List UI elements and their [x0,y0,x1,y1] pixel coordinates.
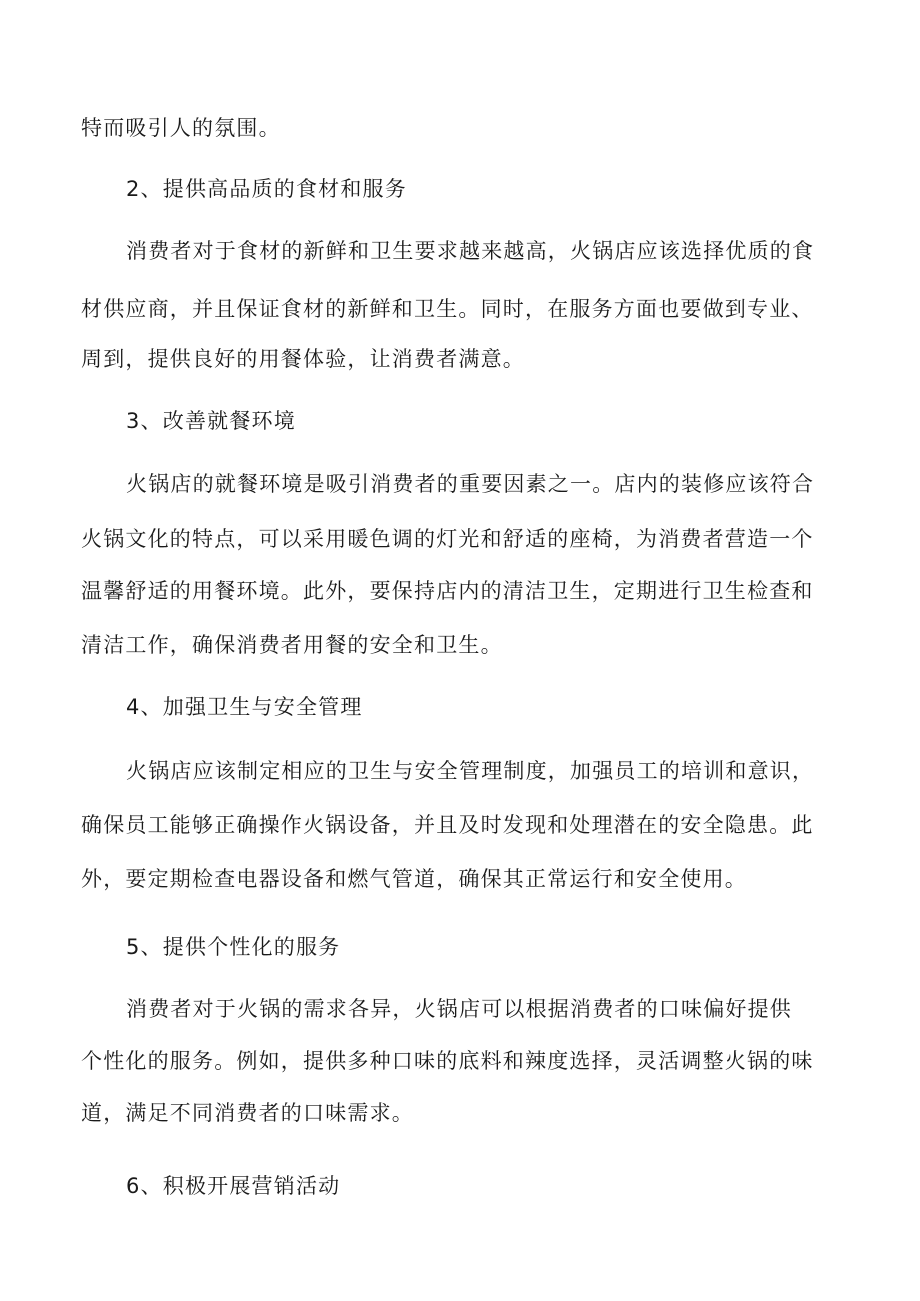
paragraph-line: 确保员工能够正确操作火锅设备，并且及时发现和处理潜在的安全隐患。此 [81,813,814,837]
section-heading-6: 6、积极开展营销活动 [126,1174,341,1198]
section-heading-5: 5、提供个性化的服务 [126,935,341,959]
section-heading-2: 2、提供高品质的食材和服务 [126,177,407,201]
paragraph-line: 火锅店的就餐环境是吸引消费者的重要因素之一。店内的装修应该符合 [126,472,815,496]
paragraph-line: 材供应商，并且保证食材的新鲜和卫生。同时，在服务方面也要做到专业、 [81,297,814,321]
paragraph-line: 周到，提供良好的用餐体验，让消费者满意。 [81,347,525,371]
paragraph-line: 消费者对于火锅的需求各异，火锅店可以根据消费者的口味偏好提供 [126,997,792,1021]
paragraph-line: 外，要定期检查电器设备和燃气管道，确保其正常运行和安全使用。 [81,867,747,891]
paragraph-line: 道，满足不同消费者的口味需求。 [81,1101,414,1125]
paragraph-line: 消费者对于食材的新鲜和卫生要求越来越高，火锅店应该选择优质的食 [126,239,815,263]
paragraph-line: 个性化的服务。例如，提供多种口味的底料和辣度选择，灵活调整火锅的味 [81,1049,814,1073]
paragraph-line: 火锅文化的特点，可以采用暖色调的灯光和舒适的座椅，为消费者营造一个 [81,527,814,551]
paragraph-line: 特而吸引人的氛围。 [81,116,281,140]
section-heading-3: 3、改善就餐环境 [126,409,296,433]
paragraph-line: 火锅店应该制定相应的卫生与安全管理制度，加强员工的培训和意识， [126,759,815,783]
paragraph-line: 清洁工作，确保消费者用餐的安全和卫生。 [81,633,503,657]
section-heading-4: 4、加强卫生与安全管理 [126,695,363,719]
paragraph-line: 温馨舒适的用餐环境。此外，要保持店内的清洁卫生，定期进行卫生检查和 [81,579,814,603]
